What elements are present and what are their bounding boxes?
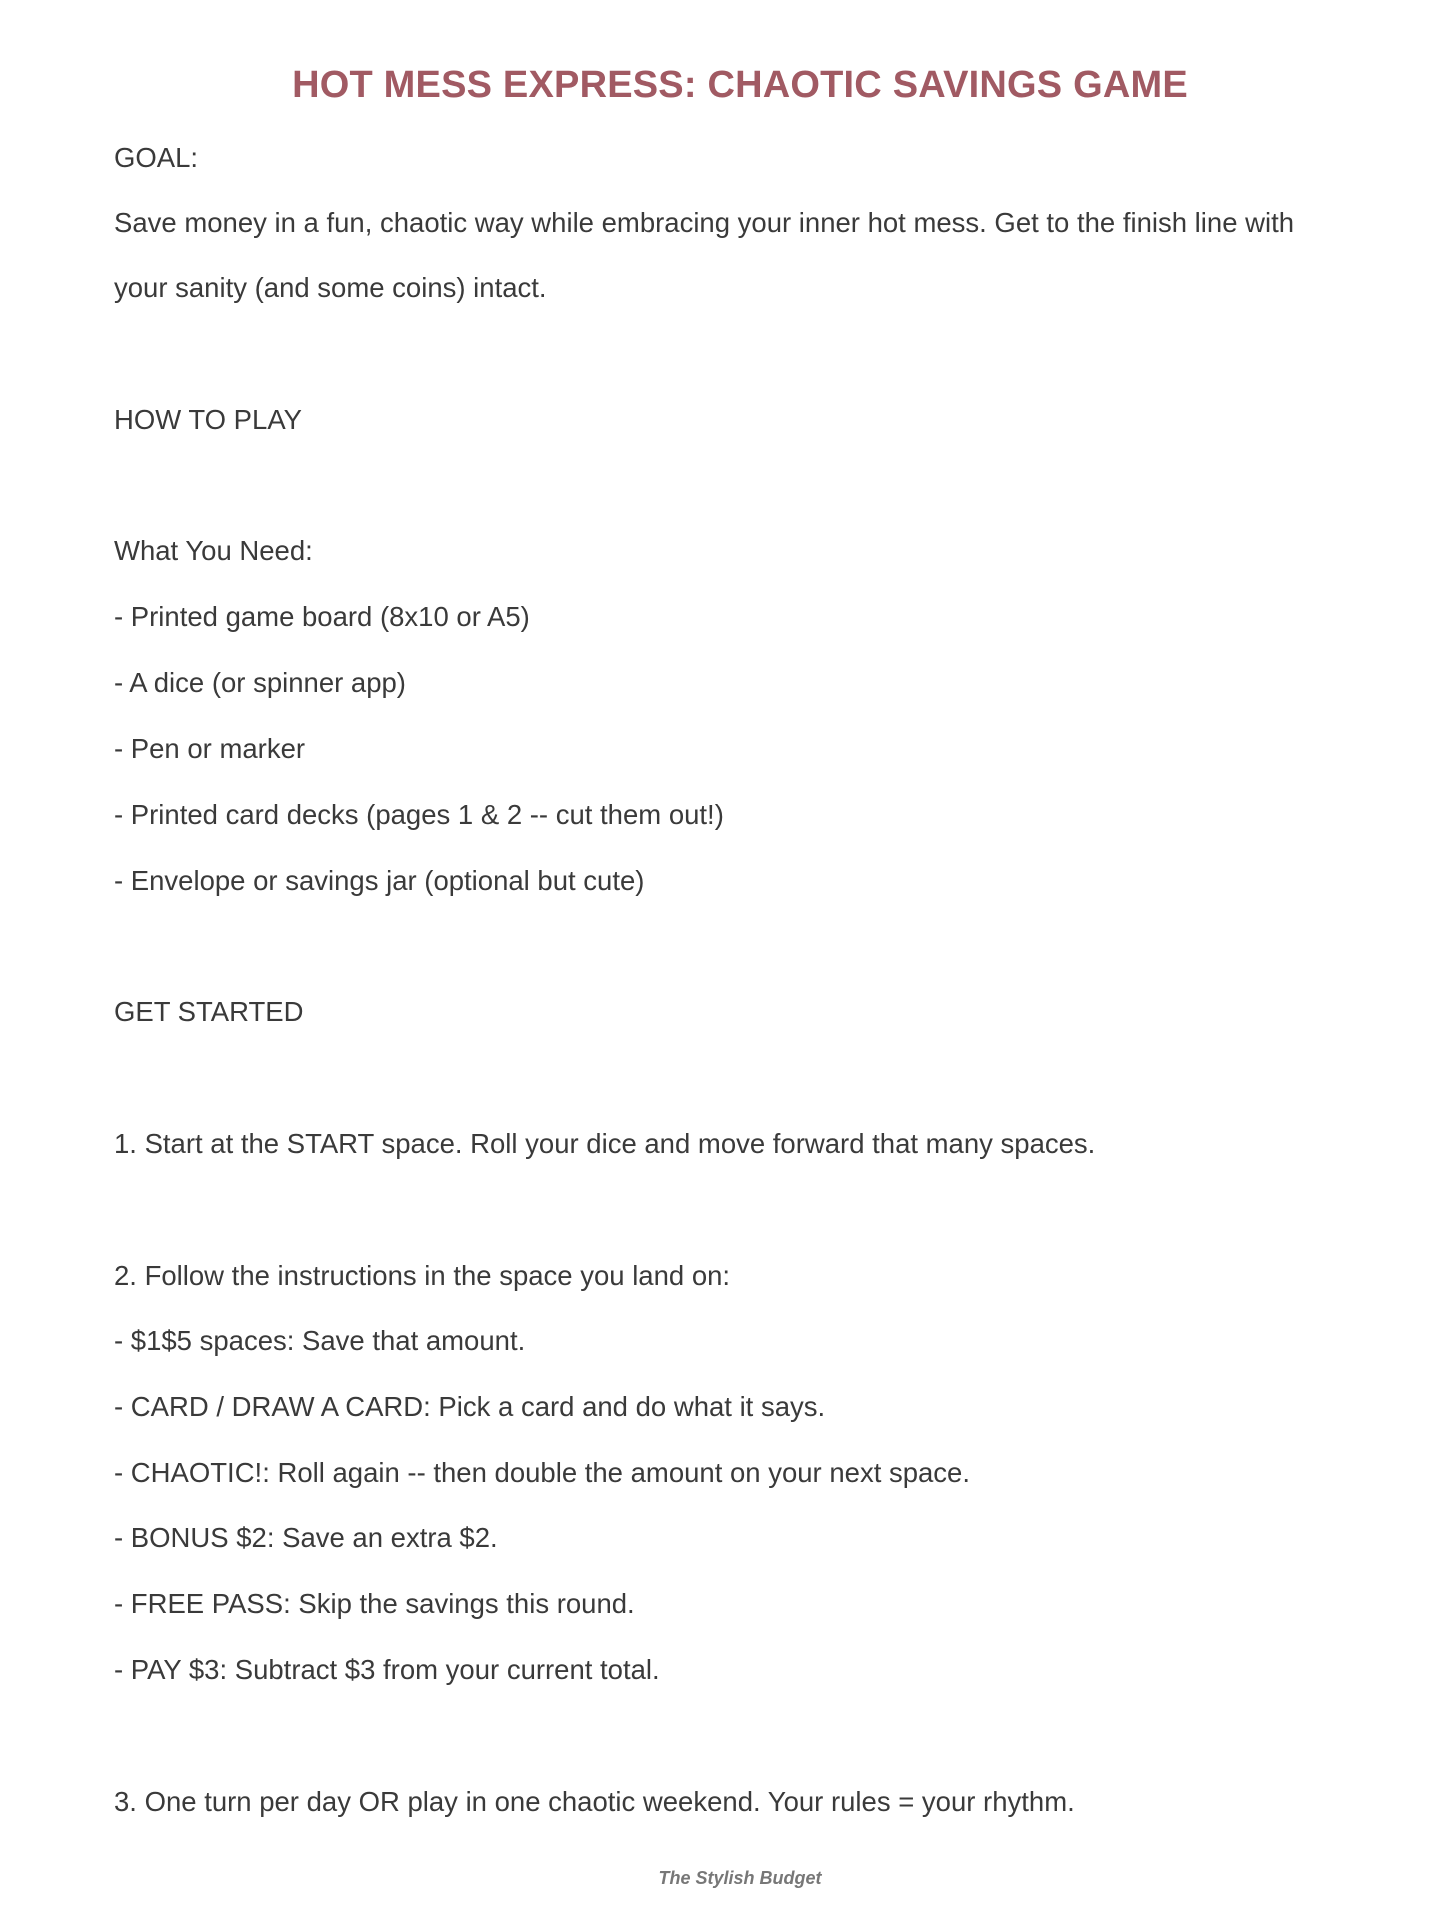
goal-heading: GOAL: (114, 142, 199, 173)
step-2-item-free-pass: - FREE PASS: Skip the savings this round. (114, 1588, 635, 1619)
page-title: HOT MESS EXPRESS: CHAOTIC SAVINGS GAME (292, 64, 1188, 106)
need-item-pen: - Pen or marker (114, 733, 306, 764)
step-3: 3. One turn per day OR play in one chaotic weekend. Your rules = your rhythm. (114, 1786, 1075, 1817)
goal-text-line-2: your sanity (and some coins) intact. (114, 272, 547, 303)
footer-brand: The Stylish Budget (658, 1868, 822, 1888)
goal-text-line-1: Save money in a fun, chaotic way while embracing your inner hot mess. Get to the finish line with (114, 207, 1295, 238)
step-2-item-chaotic: - CHAOTIC!: Roll again -- then double the amount on your next space. (114, 1457, 970, 1488)
how-to-play-heading: HOW TO PLAY (114, 404, 302, 435)
what-you-need-heading: What You Need: (114, 535, 313, 566)
step-2: 2. Follow the instructions in the space you land on: (114, 1260, 731, 1291)
step-2-item-card: - CARD / DRAW A CARD: Pick a card and do what it says. (114, 1391, 826, 1422)
step-2-item-bonus: - BONUS $2: Save an extra $2. (114, 1522, 498, 1553)
need-item-card-decks: - Printed card decks (pages 1 & 2 -- cut them out!) (114, 799, 724, 830)
step-2-item-money-spaces: - $1$5 spaces: Save that amount. (114, 1325, 526, 1356)
need-item-dice: - A dice (or spinner app) (114, 667, 406, 698)
need-item-game-board: - Printed game board (8x10 or A5) (114, 601, 530, 632)
need-item-envelope: - Envelope or savings jar (optional but cute) (114, 865, 645, 896)
step-1: 1. Start at the START space. Roll your dice and move forward that many spaces. (114, 1128, 1096, 1159)
get-started-heading: GET STARTED (114, 996, 304, 1027)
step-2-item-pay: - PAY $3: Subtract $3 from your current total. (114, 1654, 660, 1685)
